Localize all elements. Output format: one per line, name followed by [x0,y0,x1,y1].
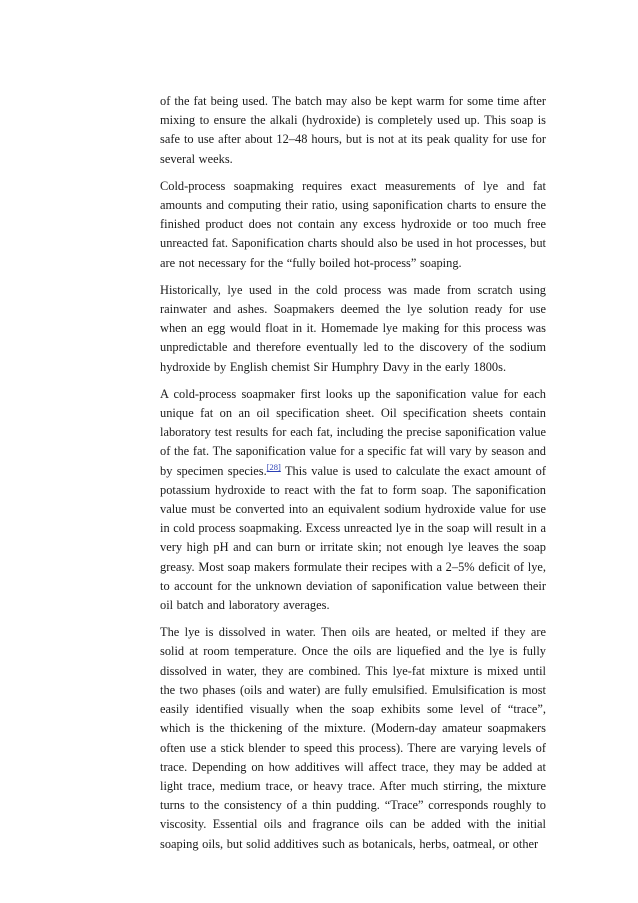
paragraph-saponification-value [160,385,546,615]
paragraph-batch-warm: of the fat being used. The batch may also be kept warm for some time after mixing to ensure the alkali (hydroxide) is completely used up. This soap is safe to use after about 12–48 hours, but is not at its peak quality for use for several weeks. [160,94,546,166]
paragraph-cold-process-measurements: Cold-process soapmaking requires exact measurements of lye and fat amounts and computing their ratio, using saponification charts to ensure the finished product does not contain any excess hydroxide or too much free unreacted fat. Saponification charts should also be used in hot processes, but are not necessary for the “fully boiled hot-process” soaping. [160,178,546,270]
paragraph-text-part: A cold-process soapmaker first looks up the saponification value for each unique fat on an oil specification sheet. Oil specification sheets contain laboratory test results for each fat, including the precise saponification value of the fat. The saponification value for a specific fat will vary by season and by specimen species. [160,386,546,478]
paragraph-history-lye: Historically, lye used in the cold process was made from scratch using rainwater and ashes. Soapmakers deemed the lye solution ready for use when an egg would float in it. Homemade lye making for this process was unpredictable and therefore eventually led to the discovery of the sodium hydroxide by English chemist Sir Humphry Davy in the early 1800s. [160,282,546,374]
paragraph-text-part: This value is used to calculate the exact amount of potassium hydroxide to react with the fat to form soap. The saponification value must be converted into an equivalent sodium hydroxide value for use in cold process soapmaking. Excess unreacted lye in the soap will result in a very high pH and can burn or irritate skin; not enough lye leaves the soap greasy. Most soap makers formulate their recipes with a 2–5% deficit of lye, to account for the unknown deviation of saponification value between their oil batch and laboratory averages. [160,463,546,613]
citation-link-28[interactable]: [28] [266,461,281,472]
paragraph-lye-dissolved: The lye is dissolved in water. Then oils are heated, or melted if they are solid at room temperature. Once the oils are liquefied and the lye is fully dissolved in water, they are combined. This lye-fat mixture is mixed until the two phases (oils and water) are fully emulsified. Emulsification is most easily identified visually when the soap exhibits some level of “trace”, which is the thickening of the mixture. (Modern-day amateur soapmakers often use a stick blender to speed this process). There are varying levels of trace. Depending on how additives will affect trace, they may be added at light trace, medium trace, or heavy trace. After much stirring, the mixture turns to the consistency of a thin pudding. “Trace” corresponds roughly to viscosity. Essential oils and fragrance oils can be added with the initial soaping oils, but solid additives such as botanicals, herbs, oatmeal, or other [160,625,546,851]
